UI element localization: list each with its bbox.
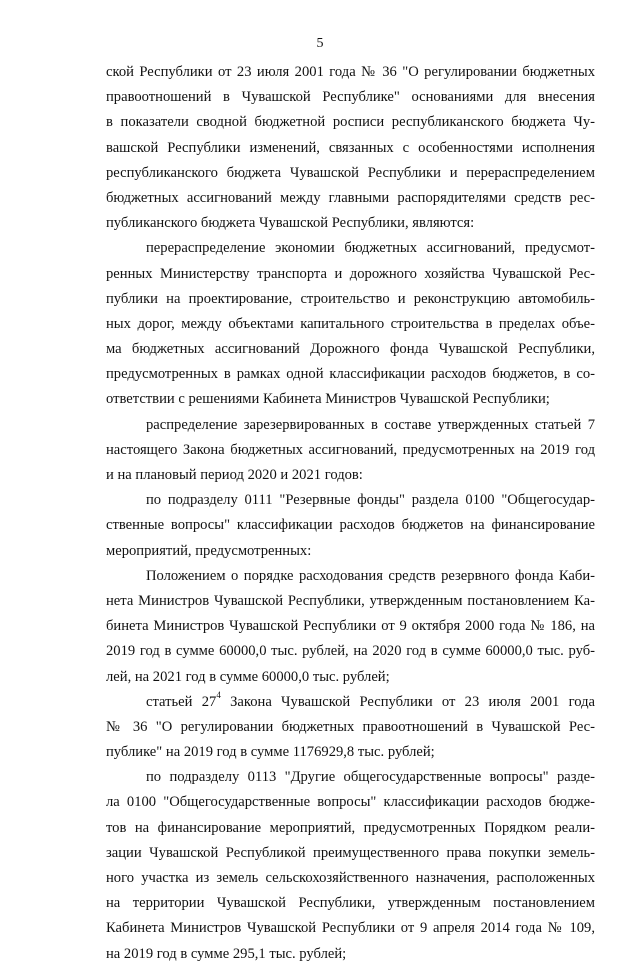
- text-line: на территории Чувашской Республики, утвержденным постановлением: [106, 895, 595, 912]
- text-line: ской Республики от 23 июля 2001 года № 36 "О регулировании бюджетных: [106, 64, 595, 80]
- text-line: нета Министров Чувашской Республики, утвержденным постановлением Ка-: [106, 592, 595, 609]
- text-line: публике" на 2019 год в сумме 1176929,8 тыс. рублей;: [106, 744, 435, 761]
- text-line: по подразделу 0113 "Другие общегосударственные вопросы" разде-: [146, 769, 595, 786]
- text-line: публиканского бюджета Чувашской Республики, являются:: [106, 215, 475, 232]
- text-line: [106, 690, 595, 715]
- text-line: на 2019 год в сумме 295,1 тыс. рублей;: [106, 945, 347, 962]
- text-line: Кабинета Министров Чувашской Республики от 9 апреля 2014 года № 109,: [106, 920, 595, 937]
- text-line: бинета Министров Чувашской Республики от 9 октября 2000 года № 186, на: [106, 618, 595, 635]
- text-line: ла 0100 "Общегосударственные вопросы" классификации расходов бюдже-: [106, 794, 595, 811]
- text-line: Положением о порядке расходования средств резервного фонда Каби-: [146, 567, 595, 584]
- text-line: правоотношений в Чувашской Республике" основаниями для внесения: [106, 89, 595, 106]
- text-line: в показатели сводной бюджетной росписи республиканского бюджета Чу-: [106, 114, 595, 131]
- text-line: лей, на 2021 год в сумме 60000,0 тыс. рублей;: [106, 668, 390, 685]
- text-line: перераспределение экономии бюджетных ассигнований, предусмот-: [146, 240, 595, 257]
- text-line: тов на финансирование мероприятий, предусмотренных Порядком реали-: [106, 819, 595, 836]
- page-number: 5: [316, 36, 324, 51]
- superscript: 4: [216, 689, 221, 700]
- text-line: ных дорог, между объектами капитального строительства в пределах объе-: [106, 315, 595, 332]
- text-line: по подразделу 0111 "Резервные фонды" раздела 0100 "Общегосудар-: [146, 492, 595, 509]
- text-line: ответствии с решениями Кабинета Министров Чувашской Республики;: [106, 391, 550, 408]
- text-line: зации Чувашской Республикой преимущественного права покупки земель-: [106, 844, 595, 861]
- text-line: распределение зарезервированных в составе утвержденных статьей 7: [146, 416, 595, 433]
- text-line: республиканского бюджета Чувашской Республики и перераспределением: [106, 164, 595, 181]
- text-line: ренных Министерству транспорта и дорожного хозяйства Чувашской Рес-: [106, 265, 595, 282]
- text-line: ма бюджетных ассигнований Дорожного фонда Чувашской Республики,: [106, 341, 595, 358]
- text-line: настоящего Закона бюджетных ассигнований, предусмотренных на 2019 год: [106, 441, 595, 458]
- text-line: и на плановый период 2020 и 2021 годов:: [106, 467, 363, 483]
- text-line: ного участка из земель сельскохозяйственного назначения, расположенных: [106, 870, 595, 886]
- text-line: бюджетных ассигнований между главными распорядителями средств рес-: [106, 189, 595, 206]
- text-segment: Закона Чувашской Республики от 23 июля 2001 года: [220, 693, 595, 710]
- text-line: ственные вопросы" классификации расходов бюджетов на финансирование: [106, 517, 595, 534]
- text-line: № 36 "О регулировании бюджетных правоотношений в Чувашской Рес-: [106, 718, 595, 735]
- document-body: [106, 60, 595, 967]
- text-line: мероприятий, предусмотренных:: [106, 542, 312, 559]
- text-line: предусмотренных в рамках одной классификации расходов бюджетов, в со-: [106, 366, 595, 383]
- text-line: вашской Республики изменений, связанных с особенностями исполнения: [106, 139, 595, 156]
- text-line: публики на проектирование, строительство и реконструкцию автомобиль-: [106, 290, 595, 307]
- text-line: 2019 год в сумме 60000,0 тыс. рублей, на 2020 год в сумме 60000,0 тыс. руб-: [106, 643, 595, 660]
- text-segment: статьей 27: [146, 693, 217, 710]
